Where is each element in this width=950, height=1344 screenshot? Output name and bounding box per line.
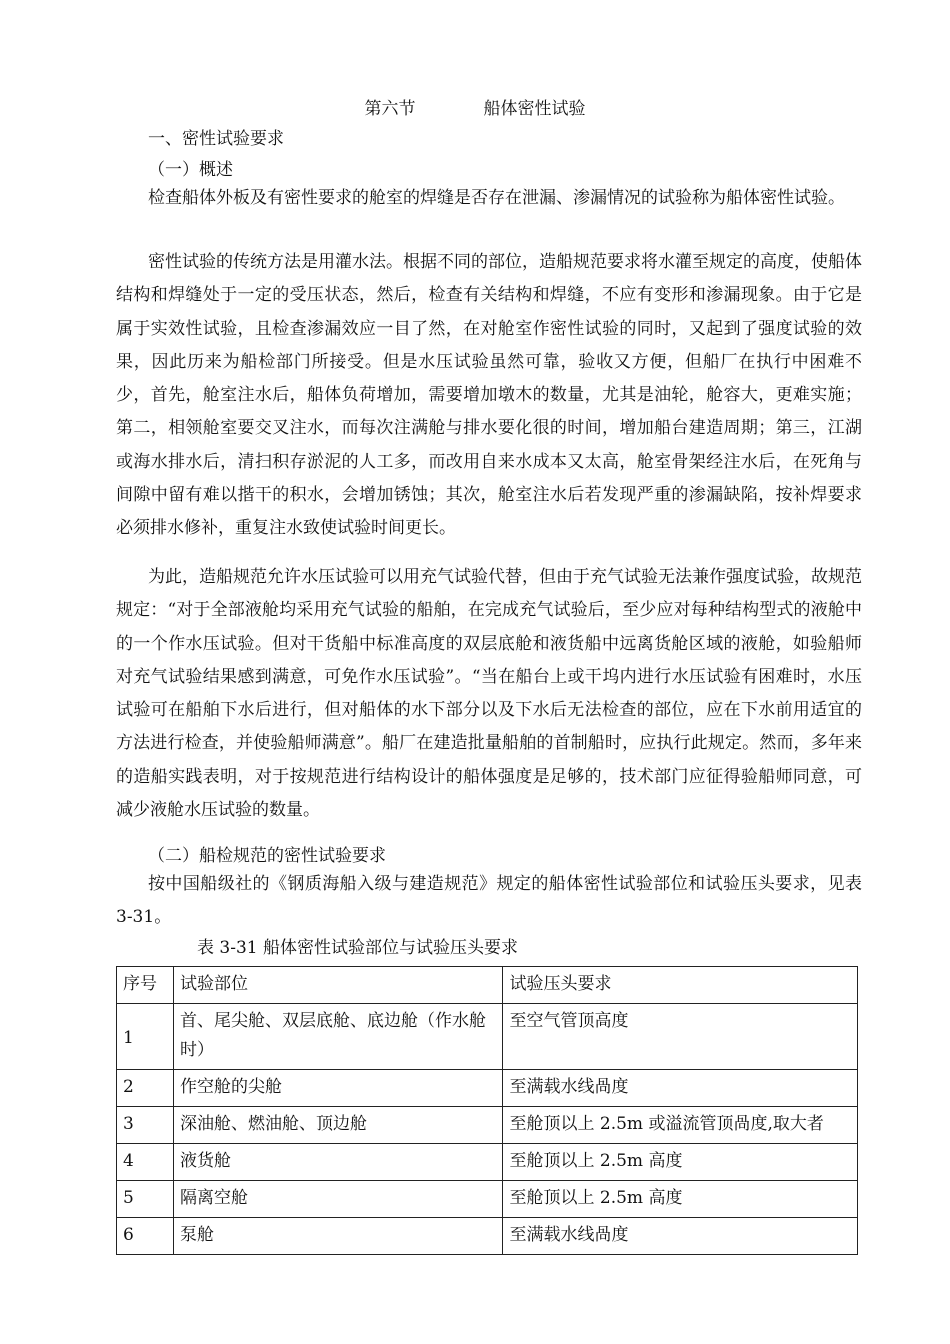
table-row bbox=[117, 1107, 858, 1144]
row-requirement: 至舱顶以上 2.5m 高度 bbox=[503, 1144, 858, 1181]
row-requirement: 至空气管顶高度 bbox=[503, 1004, 858, 1070]
row-location: 作空舱的尖舱 bbox=[173, 1070, 503, 1107]
row-requirement: 至舱顶以上 2.5m 高度 bbox=[503, 1181, 858, 1218]
subheading-overview: （一）概述 bbox=[148, 160, 233, 180]
table-row bbox=[117, 1070, 858, 1107]
section-title bbox=[0, 96, 950, 122]
section-number: 第六节 bbox=[364, 99, 416, 119]
header-requirement: 试验压头要求 bbox=[503, 967, 858, 1004]
table-row bbox=[117, 1218, 858, 1255]
paragraph-traditional-method: 密性试验的传统方法是用灌水法。根据不同的部位，造船规范要求将水灌至规定的高度，使船体结构和焊缝处于一定的受压状态，然后，检查有关结构和焊缝，不应有变形和渗漏现象。由于它是属于实效性试验，且检查渗漏效应一目了然，在对舱室作密性试验的同时，又起到了强度试验的效果，因此历来为船检部门所接受。但是水压试验虽然可靠，验收又方便，但船厂在执行中困难不少，首先，舱室注水后，船体负荷增加，需要增加墩木的数量，尤其是油轮，舱容大，更难实施；第二，相领舱室要交叉注水，而每次注满舱与排水要化很的时间，增加船台建造周期；第三，江湖或海水排水后，清扫积存淤泥的人工多，而改用自来水成本又太高，舱室骨架经注水后，在死角与间隙中留有难以揩干的积水，会增加锈蚀；其次，舱室注水后若发现严重的渗漏缺陷，按补焊要求必须排水修补，重复注水致使试验时间更长。 bbox=[116, 252, 862, 539]
row-location: 深油舱、燃油舱、顶边舱 bbox=[173, 1107, 503, 1144]
row-requirement: 至满载水线咼度 bbox=[503, 1070, 858, 1107]
row-location: 液货舱 bbox=[173, 1144, 503, 1181]
row-no: 5 bbox=[117, 1181, 174, 1218]
row-location: 隔离空舱 bbox=[173, 1181, 503, 1218]
row-no: 3 bbox=[117, 1107, 174, 1144]
table-row bbox=[117, 1144, 858, 1181]
row-no: 4 bbox=[117, 1144, 174, 1181]
row-no: 2 bbox=[117, 1070, 174, 1107]
paragraph-regulations: 为此，造船规范允许水压试验可以用充气试验代替，但由于充气试验无法兼作强度试验，故规范规定：“对于全部液舱均采用充气试验的船舶，在完成充气试验后，至少应对每种结构型式的液舱中的一个作水压试验。但对干货船中标准高度的双层底舱和液货船中远离货舱区域的液舱，如验船师对充气试验结果感到满意，可免作水压试验”。“当在船台上或干坞内进行水压试验有困难时，水压试验可在船舶下水后进行，但对船体的水下部分以及下水后无法检查的部位，应在下水前用适宜的方法进行检查，并使验船师满意”。船厂在建造批量船舶的首制船时，应执行此规定。然而，多年来的造船实践表明，对于按规范进行结构设计的船体强度是足够的，技术部门应征得验船师同意，可减少液舱水压试验的数量。 bbox=[116, 567, 862, 821]
heading-requirements: 一、密性试验要求 bbox=[148, 129, 284, 149]
header-no: 序号 bbox=[117, 967, 174, 1004]
table-row bbox=[117, 1004, 858, 1070]
section-name: 船体密性试验 bbox=[483, 99, 586, 119]
row-no: 6 bbox=[117, 1218, 174, 1255]
paragraph-definition: 检查船体外板及有密性要求的舱室的焊缝是否存在泄漏、渗漏情况的试验称为船体密性试验。 bbox=[148, 188, 845, 208]
subheading-class-requirements: （二）船检规范的密性试验要求 bbox=[148, 846, 386, 866]
row-requirement: 至满载水线咼度 bbox=[503, 1218, 858, 1255]
row-requirement: 至舱顶以上 2.5m 或溢流管顶咼度,取大者 bbox=[503, 1107, 858, 1144]
table-caption: 表 3-31 船体密性试验部位与试验压头要求 bbox=[197, 938, 518, 958]
paragraph-table-reference: 按中国船级社的《钢质海船入级与建造规范》规定的船体密性试验部位和试验压头要求，见表 3-31。 bbox=[116, 874, 862, 928]
test-requirements-table bbox=[116, 966, 858, 1255]
row-location: 首、尾尖舱、双层底舱、底边舱（作水舱时） bbox=[173, 1004, 503, 1070]
table-row bbox=[117, 1181, 858, 1218]
row-location: 泵舱 bbox=[173, 1218, 503, 1255]
table-header-row bbox=[117, 967, 858, 1004]
header-location: 试验部位 bbox=[173, 967, 503, 1004]
row-no: 1 bbox=[117, 1004, 174, 1070]
